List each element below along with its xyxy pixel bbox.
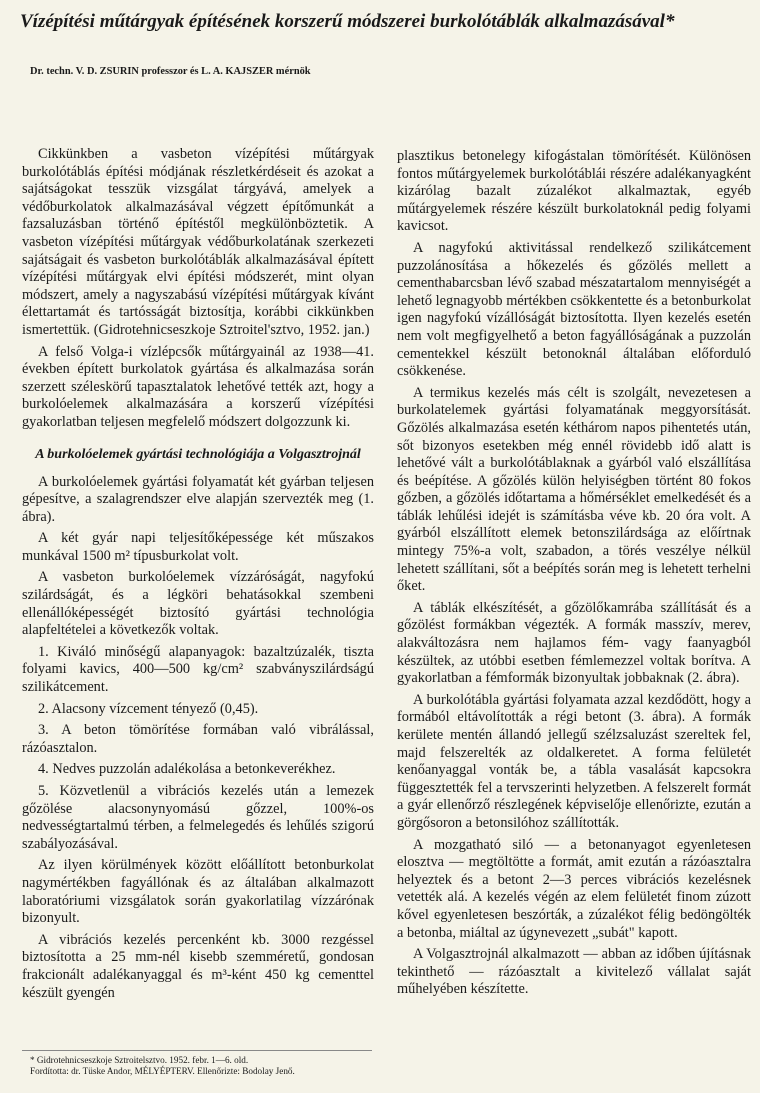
footnote-translator: Fordította: dr. Tüske Andor, MÉLYÉPTERV. Ellenőrizte: Bodolay Jenő. (30, 1066, 295, 1076)
paragraph: A termikus kezelés más célt is szolgált, nevezetesen a burkolatelemek gyártási folyamatának meggyorsítását. Gőzölés alkalmazása esetén kéthárom napos pihentetés után, sőt bizonyos esetekben még ennél rövidebb idő alatt is lehetővé vált a burkolótáblaknak a gyárból való elszállítása és beépítése. A gőzölés külön helyiségben történt 80 fokos gőzben, a gőzölés időtartama a hőmérséklet emelkedését és a táblák lehűlési idejét is számításba véve kb. 20 óra volt. A gyárból elszállított elemek betonszilárdsága az előírtnak mintegy 75%-a volt, szabadon, a törés veszélye nélkül lehetett szállítani, sőt a beépítés során meg is lehetett terhelni őket. (397, 384, 751, 595)
paragraph: A burkolótábla gyártási folyamata azzal kezdődött, hogy a formából eltávolították a régi betont (3. ábra). A formák kerülete mentén állandó jellegű szélzsaluzást szereltek fel, majd felszerelték az oldalkeretet. A forma felületét kenőanyaggal vonták be, a tábla vasalását kapcsokra függesztették fel a tervszerinti helyzetben. A felszerelt formát a gyár ellenőrző részlegének képviselője ellenőrizte, ezután a görgősoron a betonsilóhoz szállították. (397, 691, 751, 831)
paragraph: A mozgatható siló — a betonanyagot egyenletesen elosztva — megtöltötte a formát, amit ezután a rázóasztalra helyeztek és a betont 2—3 perces vibrációs kezelésnek vetették alá. A kezelés végén az elem felületét finom zúzott kővel egyenletesen beszórták, a zúzalékot félig bedöngölték a betonba, miáltal az úgynevezett „subát" kapott. (397, 836, 751, 941)
list-item: 5. Közvetlenül a vibrációs kezelés után a lemezek gőzölése alacsonynyomású gőzzel, 100%-os nedvességtartalmú térben, a felmelegedés és lehűlés szigorú szabályozásával. (22, 783, 374, 852)
paragraph: A Volgasztrojnál alkalmazott — abban az időben újításnak tekinthető — rázóasztalt a kivitelező vállalat saját műhelyében készítette. (397, 946, 751, 998)
paragraph: A két gyár napi teljesítőképessége két műszakos munkával 1500 m² típusburkolat volt. (22, 530, 374, 564)
paragraph: Cikkünkben a vasbeton vízépítési műtárgyak burkolótáblás építési módjának részletkérdéseit és azokat a sajátságokat tesszük vizsgálat tárgyává, amelyek a védőburkolatok alkalmazásával végzett építőmunkát a fazsaluzásban történő építéstől megkülönböztetik. A vasbeton vízépítési műtárgyak védőburkolatának szerkezeti sajátságait és vasbeton burkolótáblák alkalmazásával épített vízépítési műtárgyak elvi építési módszerét, mint olyan módszert, amely a nagyszabású vízépítési műtárgyak kívánt élettartamát és tartósságát biztosítja, korábbi cikkünkben ismertettük. (Gidrotehnicseszkoje Sztroitel'sztvo, 1952. jan.) (22, 146, 374, 338)
footnote-source: * Gidrotehnicseszkoje Sztroitelsztvo. 1952. febr. 1—6. old. (30, 1055, 249, 1065)
left-column (22, 146, 374, 1006)
paragraph: A burkolóelemek gyártási folyamatát két gyárban teljesen gépesítve, a szalagrendszer elve alapján szervezték meg (1. ábra). (22, 473, 374, 525)
section-heading: A burkolóelemek gyártási technológiája a Volgasztrojnál (35, 446, 361, 462)
list-item: 2. Alacsony vízcement tényező (0,45). (38, 700, 259, 717)
paragraph: A táblák elkészítését, a gőzölőkamrába szállítását és a gőzölést formákban végezték. A formák masszív, merev, alakváltozásra nem hajlamos fém- vagy faanyagból készültek, az utóbbi esetben fémlemezzel voltak borítva. A gyakorlatban a fémformák bizonyultak jobbaknak (2. ábra). (397, 599, 751, 687)
article-authors: Dr. techn. V. D. ZSURIN professzor és L. A. KAJSZER mérnök (30, 66, 311, 77)
list-item: 1. Kiváló minőségű alapanyagok: bazaltzúzalék, tiszta folyami kavics, 400—500 kg/cm² szabványszilárdságú szilikátcement. (22, 643, 374, 696)
paragraph: A vibrációs kezelés percenként kb. 3000 rezgéssel biztosította a 25 mm-nél kisebb szemméretű, gondosan frakcionált adalékanyaggal és m³-ként 450 kg cementtel készült gyengén (22, 931, 374, 1001)
right-column (397, 148, 751, 1003)
paragraph: plasztikus betonelegy kifogástalan tömörítését. Különösen fontos műtárgyelemek burkolótáblái részére adalékanyagként kizárólag bazalt zúzalékot alkalmaztak, egyéb műtárgyelemek részére készült burkolatoknál pedig folyami kavicsot. (397, 148, 751, 235)
paragraph: A vasbeton burkolóelemek vízzáróságát, nagyfokú szilárdságát, és a légköri behatásokkal szembeni ellenállóképességét biztosító gyártási technológia alapfeltételei a következők voltak. (22, 569, 374, 639)
list-item: 4. Nedves puzzolán adalékolása a betonkeverékhez. (38, 761, 336, 778)
paragraph: A felső Volga-i vízlépcsők műtárgyainál az 1938—41. években épített burkolatok gyártása és alkalmazása során szerzett széleskörű tapasztalatok lehetővé tették azt, hogy a burkolóelemek alkalmazására a korszerű vízépítési gyakorlatban teljesen megfelelő módszert dolgozzunk ki. (22, 343, 374, 430)
paragraph: A nagyfokú aktivitással rendelkező szilikátcement puzzolánosítása a hőkezelés és gőzölés mellett a cementhabarcsban lévő szabad mészatartalom mennyiségét a lehető legnagyobb mértékben csökkentette és a betonburkolat igen nagyfokú vízállóságát biztosította. Ilyen kezelés esetén nem volt megfigyelhető a beton fagyállóságának a puzzolán cementekkel készült betonoknál általában előforduló csökkenése. (397, 239, 751, 380)
footnote (22, 1050, 372, 1077)
paragraph: Az ilyen körülmények között előállított betonburkolat nagymértékben fagyállónak és az általában alkalmazott laboratóriumi vizsgálatok során gyakorlatilag vízzárónak bizonyult. (22, 857, 374, 927)
list-item: 3. A beton tömörítése formában való vibrálással, rázóasztalon. (22, 722, 374, 756)
article-title: Vízépítési műtárgyak építésének korszerű módszerei burkolótáblák alkalmazásával* (20, 11, 675, 32)
